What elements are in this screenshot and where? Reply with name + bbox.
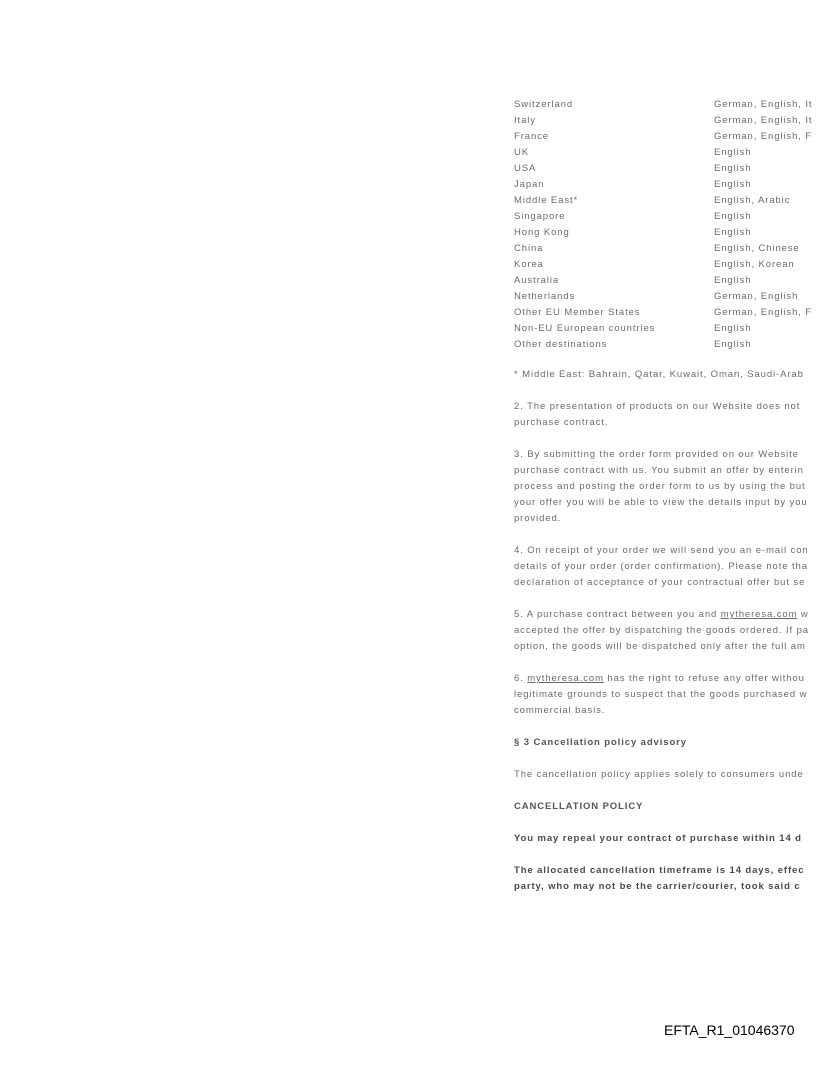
country-cell: Japan <box>514 179 545 190</box>
paragraph-3 <box>514 447 816 527</box>
language-table-row <box>514 145 816 161</box>
languages-cell: German, English <box>714 291 799 302</box>
language-table <box>514 97 816 353</box>
country-cell: France <box>514 131 549 142</box>
document-content <box>514 97 816 895</box>
paragraph-line: 4. On receipt of your order we will send you an e-mail con <box>514 545 809 556</box>
country-cell: Italy <box>514 115 536 126</box>
language-table-row <box>514 305 816 321</box>
language-table-row <box>514 289 816 305</box>
country-cell: USA <box>514 163 537 174</box>
languages-cell: English <box>714 179 752 190</box>
paragraph-line: purchase contract. <box>514 417 609 428</box>
languages-cell: English <box>714 163 752 174</box>
language-table-row <box>514 257 816 273</box>
language-table-row <box>514 209 816 225</box>
paragraph-line: commercial basis. <box>514 705 606 716</box>
language-table-row <box>514 225 816 241</box>
paragraph-4 <box>514 543 816 591</box>
cancellation-policy-heading: CANCELLATION POLICY <box>514 801 644 812</box>
country-cell: Australia <box>514 275 560 286</box>
paragraph-line: provided. <box>514 513 562 524</box>
languages-cell: English, Korean <box>714 259 795 270</box>
country-cell: Hong Kong <box>514 227 570 238</box>
middle-east-footnote: * Middle East: Bahrain, Qatar, Kuwait, Oman, Saudi-Arab <box>514 369 804 380</box>
country-cell: Korea <box>514 259 544 270</box>
language-table-row <box>514 177 816 193</box>
language-table-row <box>514 193 816 209</box>
paragraph-line: The allocated cancellation timeframe is 14 days, effec <box>514 865 805 876</box>
paragraph-6 <box>514 671 816 719</box>
paragraph-line: party, who may not be the carrier/courier, took said c <box>514 881 801 892</box>
paragraph-line: option, the goods will be dispatched only after the full am <box>514 641 806 652</box>
language-table-row <box>514 321 816 337</box>
languages-cell: English <box>714 147 752 158</box>
paragraph-5 <box>514 607 816 655</box>
paragraph-line: 2. The presentation of products on our Website does not <box>514 401 801 412</box>
language-table-row <box>514 97 816 113</box>
language-table-row <box>514 273 816 289</box>
languages-cell: English, Arabic <box>714 195 791 206</box>
paragraph-line: details of your order (order confirmation). Please note tha <box>514 561 808 572</box>
paragraph-line: process and posting the order form to us by using the but <box>514 481 806 492</box>
languages-cell: English <box>714 211 752 222</box>
paragraph-line: legitimate grounds to suspect that the goods purchased w <box>514 689 808 700</box>
languages-cell: English <box>714 323 752 334</box>
paragraph-line: declaration of acceptance of your contractual offer but se <box>514 577 806 588</box>
languages-cell: English, Chinese <box>714 243 800 254</box>
country-cell: Singapore <box>514 211 566 222</box>
paragraph-text: has the right to refuse any offer withou <box>603 673 805 684</box>
cancellation-bold-paragraph-2 <box>514 863 816 895</box>
paragraph-line: your offer you will be able to view the details input by you <box>514 497 808 508</box>
language-table-row <box>514 241 816 257</box>
country-cell: Netherlands <box>514 291 576 302</box>
paragraph-line: accepted the offer by dispatching the goods ordered. If pa <box>514 625 809 636</box>
paragraph-text: 6. <box>514 673 528 684</box>
languages-cell: English <box>714 275 752 286</box>
paragraph-line <box>514 607 816 623</box>
languages-cell: German, English, It <box>714 99 813 110</box>
language-table-row <box>514 337 816 353</box>
paragraph-line: 3. By submitting the order form provided on our Website <box>514 449 799 460</box>
section-3-text: The cancellation policy applies solely to consumers unde <box>514 769 804 780</box>
language-table-row <box>514 129 816 145</box>
languages-cell: German, English, It <box>714 115 813 126</box>
country-cell: Non-EU European countries <box>514 323 656 334</box>
languages-cell: English <box>714 339 752 350</box>
country-cell: Other EU Member States <box>514 307 641 318</box>
language-table-row <box>514 113 816 129</box>
paragraph-2 <box>514 399 816 431</box>
bates-number: EFTA_R1_01046370 <box>664 1022 795 1038</box>
country-cell: China <box>514 243 544 254</box>
paragraph-line: purchase contract with us. You submit an offer by enterin <box>514 465 804 476</box>
mytheresa-link[interactable]: mytheresa.com <box>720 609 798 620</box>
section-3-heading: § 3 Cancellation policy advisory <box>514 737 687 748</box>
language-table-row <box>514 161 816 177</box>
paragraph-text: w <box>797 609 809 620</box>
paragraph-line <box>514 671 816 687</box>
languages-cell: English <box>714 227 752 238</box>
mytheresa-link[interactable]: mytheresa.com <box>527 673 604 684</box>
cancellation-bold-paragraph-1: You may repeal your contract of purchase within 14 d <box>514 833 802 844</box>
country-cell: Switzerland <box>514 99 574 110</box>
languages-cell: German, English, F <box>714 307 813 318</box>
country-cell: UK <box>514 147 529 158</box>
languages-cell: German, English, F <box>714 131 813 142</box>
paragraph-text: 5. A purchase contract between you and <box>514 609 721 620</box>
country-cell: Other destinations <box>514 339 608 350</box>
country-cell: Middle East* <box>514 195 579 206</box>
